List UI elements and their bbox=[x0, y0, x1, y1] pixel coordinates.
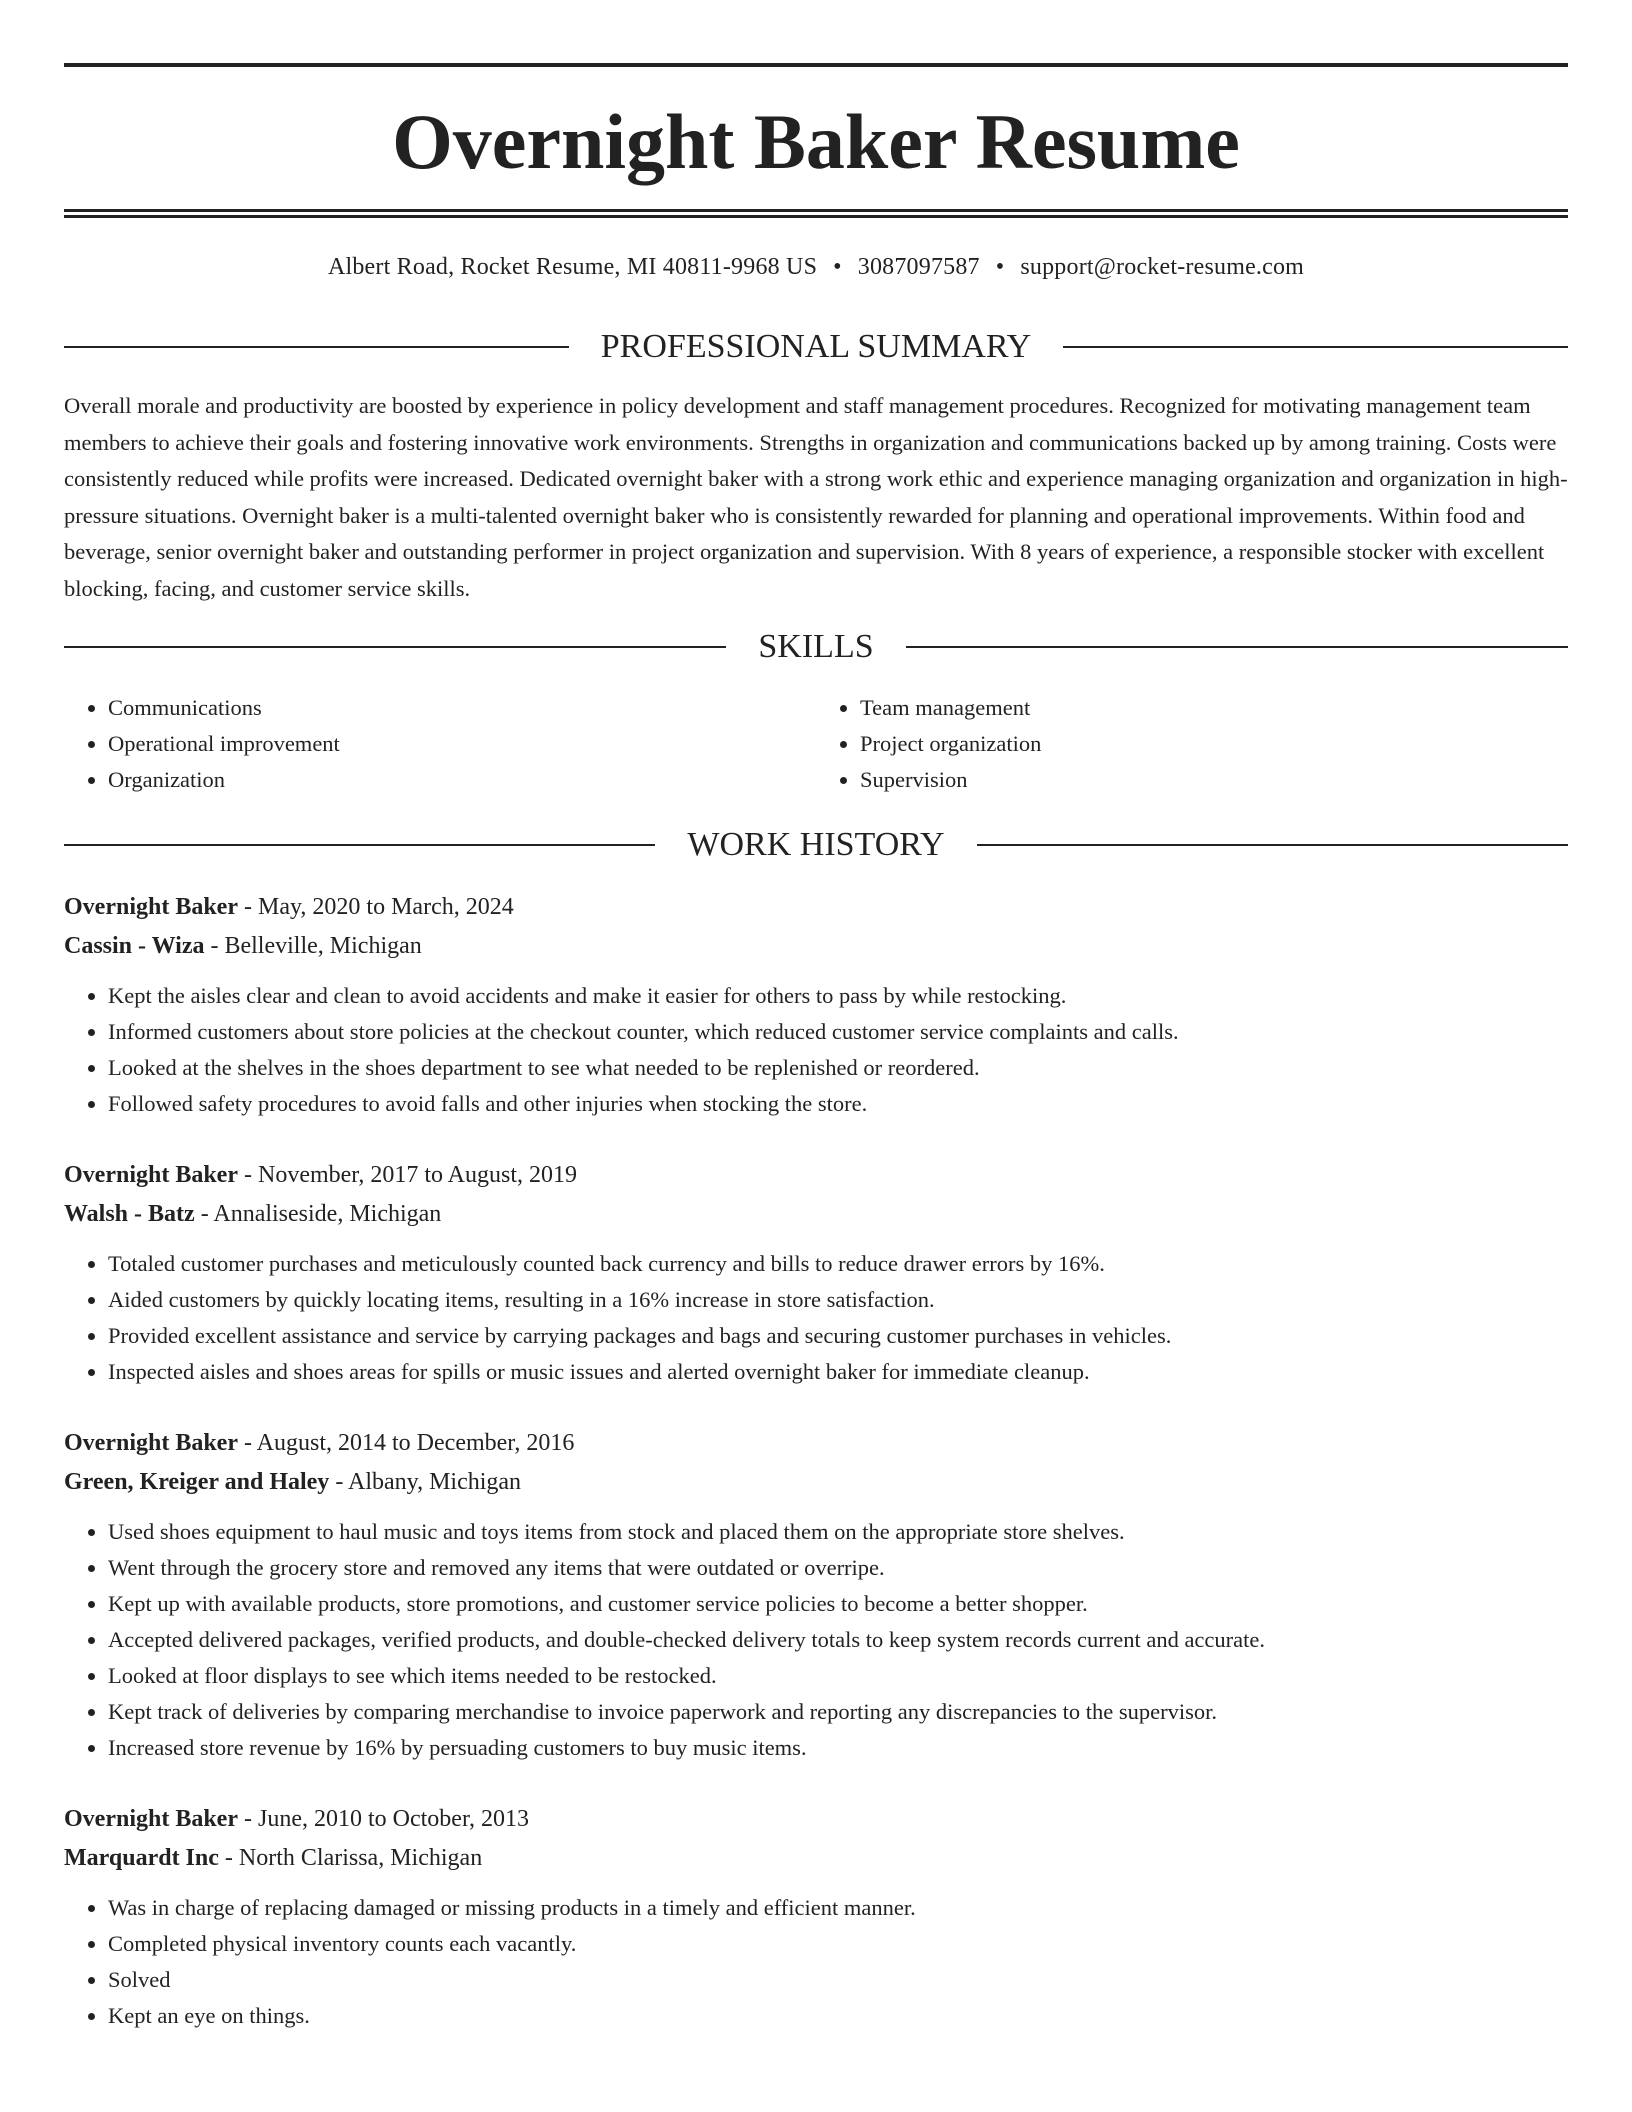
summary-heading bbox=[64, 330, 1568, 364]
skills-column-right bbox=[816, 690, 1568, 798]
job-company: Walsh - Batz bbox=[64, 1200, 195, 1227]
job-company-line bbox=[64, 1195, 1568, 1234]
job-company-line bbox=[64, 927, 1568, 966]
job-bullet: • Aided customers by quickly locating items, resulting in a 16% increase in store satisfaction. bbox=[108, 1282, 1568, 1318]
job-bullets bbox=[64, 978, 1568, 1122]
job-bullet: • Followed safety procedures to avoid falls and other injuries when stocking the store. bbox=[108, 1086, 1568, 1122]
job-bullet: • Kept the aisles clear and clean to avoid accidents and make it easier for others to pass by while restocking. bbox=[108, 978, 1568, 1014]
job-bullet: • Kept up with available products, store promotions, and customer service policies to become a better shopper. bbox=[108, 1586, 1568, 1622]
heading-rule-left bbox=[64, 844, 655, 846]
job-bullet: • Kept track of deliveries by comparing merchandise to invoice paperwork and reporting any discrepancies to the supervisor. bbox=[108, 1694, 1568, 1730]
skill-item: • Supervision bbox=[860, 762, 1568, 798]
skill-item: • Communications bbox=[108, 690, 816, 726]
heading-rule-left bbox=[64, 646, 726, 648]
skill-item: • Project organization bbox=[860, 726, 1568, 762]
job-bullet: • Solved bbox=[108, 1962, 1568, 1998]
job-entry bbox=[64, 888, 1568, 1122]
summary-heading-label: PROFESSIONAL SUMMARY bbox=[600, 328, 1032, 365]
job-bullet: • Informed customers about store policies at the checkout counter, which reduced customer service complaints and calls. bbox=[108, 1014, 1568, 1050]
job-location: - Albany, Michigan bbox=[329, 1468, 522, 1495]
title-double-rule bbox=[64, 209, 1568, 218]
heading-rule-right bbox=[906, 646, 1568, 648]
job-bullet: • Kept an eye on things. bbox=[108, 1998, 1568, 2034]
job-dates: - June, 2010 to October, 2013 bbox=[238, 1805, 529, 1832]
job-title-line bbox=[64, 888, 1568, 927]
contact-separator: • bbox=[833, 254, 842, 280]
job-title-line bbox=[64, 1424, 1568, 1463]
job-company: Cassin - Wiza bbox=[64, 932, 205, 959]
job-bullet: • Looked at the shelves in the shoes department to see what needed to be replenished or reordered. bbox=[108, 1050, 1568, 1086]
job-bullet: • Went through the grocery store and removed any items that were outdated or overripe. bbox=[108, 1550, 1568, 1586]
heading-rule-left bbox=[64, 346, 569, 348]
skill-item: • Organization bbox=[108, 762, 816, 798]
top-rule bbox=[64, 63, 1568, 67]
job-company: Green, Kreiger and Haley bbox=[64, 1468, 330, 1495]
job-title: Overnight Baker bbox=[64, 1429, 238, 1456]
skills-list bbox=[64, 690, 1568, 798]
job-bullet: • Increased store revenue by 16% by persuading customers to buy music items. bbox=[108, 1730, 1568, 1766]
contact-separator: • bbox=[995, 254, 1005, 280]
job-entry bbox=[64, 1156, 1568, 1390]
job-bullet: • Completed physical inventory counts each vacantly. bbox=[108, 1926, 1568, 1962]
contact-phone: 3087097587 bbox=[857, 254, 980, 280]
job-company-line bbox=[64, 1839, 1568, 1878]
skill-item: • Operational improvement bbox=[108, 726, 816, 762]
job-bullet: • Looked at floor displays to see which items needed to be restocked. bbox=[108, 1658, 1568, 1694]
job-bullets bbox=[64, 1246, 1568, 1390]
contact-address: Albert Road, Rocket Resume, MI 40811-9968 US bbox=[327, 254, 818, 280]
job-title-line bbox=[64, 1800, 1568, 1839]
resume-page bbox=[64, 63, 1568, 2034]
job-bullet: • Totaled customer purchases and meticulously counted back currency and bills to reduce drawer errors by 16%. bbox=[108, 1246, 1568, 1282]
job-bullets bbox=[64, 1514, 1568, 1766]
skills-heading bbox=[64, 627, 1568, 665]
job-bullet: • Used shoes equipment to haul music and toys items from stock and placed them on the appropriate store shelves. bbox=[108, 1514, 1568, 1550]
skills-column-left bbox=[64, 690, 816, 798]
job-bullets bbox=[64, 1890, 1568, 2034]
summary-text: Overall morale and productivity are boosted by experience in policy development and staff management procedures. Recognized for motivating management team members to achieve their goals and fostering innovative work environments. Strengths in organization and communications backed up by among training. Costs were consistently reduced while profits were increased. Dedicated overnight baker with a strong work ethic and experience managing organization and organization in high-pressure situations. Overnight baker is a multi-talented overnight baker who is consistently rewarded for planning and operational improvements. Within food and beverage, senior overnight baker and outstanding performer in project organization and supervision. With 8 years of experience, a responsible stocker with excellent blocking, facing, and customer service skills. bbox=[64, 393, 1568, 601]
job-title: Overnight Baker bbox=[64, 893, 238, 920]
job-dates: - May, 2020 to March, 2024 bbox=[238, 893, 514, 920]
job-dates: - November, 2017 to August, 2019 bbox=[238, 1161, 578, 1188]
job-dates: - August, 2014 to December, 2016 bbox=[238, 1429, 575, 1456]
heading-rule-right bbox=[1063, 346, 1568, 348]
contact-line bbox=[64, 254, 1568, 284]
job-bullet: • Provided excellent assistance and service by carrying packages and bags and securing customer purchases in vehicles. bbox=[108, 1318, 1568, 1354]
job-bullet: • Was in charge of replacing damaged or missing products in a timely and efficient manner. bbox=[108, 1890, 1568, 1926]
job-location: - Belleville, Michigan bbox=[204, 932, 422, 959]
resume-title: Overnight Baker Resume bbox=[392, 98, 1240, 185]
contact-email: support@rocket-resume.com bbox=[1020, 254, 1305, 280]
job-entry bbox=[64, 1800, 1568, 2034]
heading-rule-right bbox=[977, 844, 1568, 846]
job-entry bbox=[64, 1424, 1568, 1766]
job-title-line bbox=[64, 1156, 1568, 1195]
job-title: Overnight Baker bbox=[64, 1805, 238, 1832]
work-heading-label: WORK HISTORY bbox=[687, 825, 945, 863]
job-company-line bbox=[64, 1463, 1568, 1502]
job-title: Overnight Baker bbox=[64, 1161, 238, 1188]
job-company: Marquardt Inc bbox=[64, 1844, 219, 1871]
skills-heading-label: SKILLS bbox=[758, 627, 874, 665]
work-heading bbox=[64, 825, 1568, 863]
job-bullet: • Accepted delivered packages, verified products, and double-checked delivery totals to keep system records current and accurate. bbox=[108, 1622, 1568, 1658]
work-history-list bbox=[64, 888, 1568, 2034]
job-location: - North Clarissa, Michigan bbox=[218, 1844, 483, 1871]
job-bullet: • Inspected aisles and shoes areas for spills or music issues and alerted overnight baker for immediate cleanup. bbox=[108, 1354, 1568, 1390]
skill-item: • Team management bbox=[860, 690, 1568, 726]
job-location: - Annaliseside, Michigan bbox=[194, 1200, 442, 1227]
